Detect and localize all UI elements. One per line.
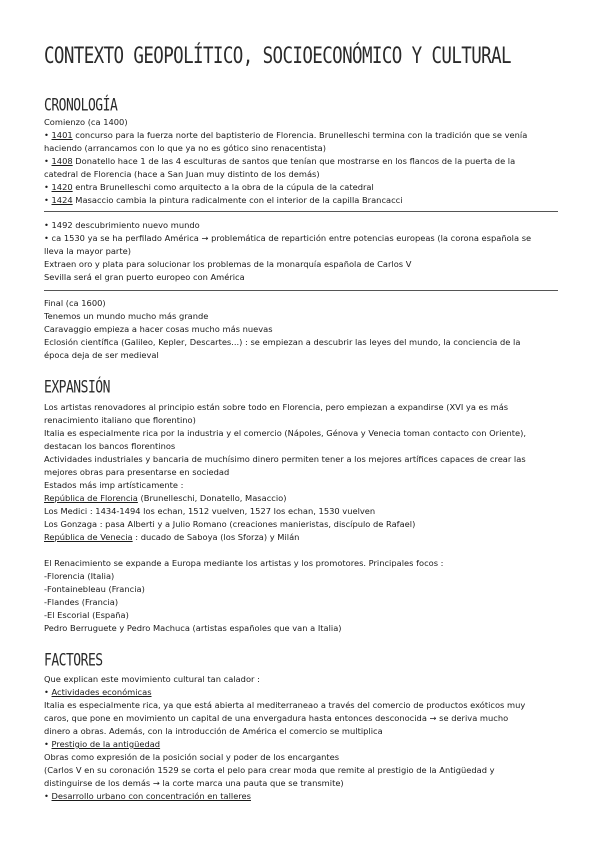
state-venecia: República de Venecia xyxy=(44,532,133,542)
text-line: Actividades industriales y bancaria de muchísimo dinero permiten tener a los mejores artífices capaces de crear las xyxy=(44,454,526,464)
year-1408: 1408 xyxy=(51,156,73,166)
section-heading-factores: FACTORES xyxy=(44,651,103,671)
text-line xyxy=(44,492,559,505)
text-line: época deja de ser medieval xyxy=(44,350,159,360)
divider xyxy=(44,211,558,212)
bullet: • xyxy=(44,739,52,749)
year-1424: 1424 xyxy=(51,195,73,205)
text-span: Donatello hace 1 de las 4 esculturas de santos que tenían que mostrarse en los flancos de la puerta de la xyxy=(72,156,516,166)
factor-heading: Actividades económicas xyxy=(51,687,152,697)
text-line: • 1424 Masaccio cambia la pintura radicalmente con el interior de la capilla Brancacci xyxy=(44,195,403,205)
text-line xyxy=(44,790,559,803)
text-line: -Florencia (Italia) xyxy=(44,571,115,581)
text-line xyxy=(44,531,559,544)
state-florencia: República de Florencia xyxy=(44,493,138,503)
page-title: CONTEXTO GEOPOLÍTICO, SOCIOECONÓMICO Y CULTURAL xyxy=(44,44,511,69)
text-line: mejores obras para presentarse en sociedad xyxy=(44,467,230,477)
text-line: Los Medici : 1434-1494 los echan, 1512 vuelven, 1527 los echan, 1530 vuelven xyxy=(44,506,376,516)
text-line: haciendo (arrancamos con lo que ya no es gótico sino renacentista) xyxy=(44,143,326,153)
text-line: catedral de Florencia (hace a San Juan muy distinto de los demás) xyxy=(44,169,320,179)
year-1401: 1401 xyxy=(51,130,73,140)
text-span: concurso para la fuerza norte del baptisterio de Florencia. Brunelleschi termina con la tradición que se venía xyxy=(72,130,528,140)
text-line: Italia es especialmente rica por la industria y el comercio (Nápoles, Génova y Venecia toman contacto con Oriente), xyxy=(44,428,526,438)
text-line: Pedro Berruguete y Pedro Machuca (artistas españoles que van a Italia) xyxy=(44,623,342,633)
text-line: • 1408 Donatello hace 1 de las 4 esculturas de santos que tenían que mostrarse en los flancos de la puerta de la xyxy=(44,156,516,166)
text-line: renacimiento italiano que florentino) xyxy=(44,415,196,425)
bullet: • xyxy=(44,687,52,697)
text-line: • ca 1530 ya se ha perfilado América → problemática de repartición entre potencias europeas (la corona española se xyxy=(44,233,532,243)
text-line: Comienzo (ca 1400) xyxy=(44,117,128,127)
text-line: El Renacimiento se expande a Europa mediante los artistas y los promotores. Principales focos : xyxy=(44,558,444,568)
text-span: : ducado de Saboya (los Sforza) y Milán xyxy=(132,532,300,542)
text-line: Sevilla será el gran puerto europeo con América xyxy=(44,272,245,282)
text-line xyxy=(44,686,559,699)
text-line: Italia es especialmente rica, ya que está abierta al mediterraneao a través del comercio de productos exóticos muy xyxy=(44,700,526,710)
text-line: Tenemos un mundo mucho más grande xyxy=(44,311,209,321)
text-line xyxy=(44,738,559,751)
text-line: distinguirse de los demás → la corte marca una pauta que se transmite) xyxy=(44,778,344,788)
text-line: Caravaggio empieza a hacer cosas mucho más nuevas xyxy=(44,324,273,334)
text-line: -El Escorial (España) xyxy=(44,610,129,620)
section-heading-expansion: EXPANSIÓN xyxy=(44,378,110,398)
factor-heading: Desarrollo urbano con concentración en talleres xyxy=(51,791,251,801)
text-line: Eclosión científica (Galileo, Kepler, Descartes...) : se empiezan a descubrir las leyes del mundo, la conciencia de la xyxy=(44,337,521,347)
divider xyxy=(44,290,558,291)
text-span: Masaccio cambia la pintura radicalmente con el interior de la capilla Brancacci xyxy=(72,195,403,205)
text-span: entra Brunelleschi como arquitecto a la obra de la cúpula de la catedral xyxy=(72,182,374,192)
text-line: • 1492 descubrimiento nuevo mundo xyxy=(44,220,200,230)
text-line: destacan los bancos florentinos xyxy=(44,441,176,451)
text-line: • 1401 concurso para la fuerza norte del baptisterio de Florencia. Brunelleschi termina con la tradición que se venía xyxy=(44,130,528,140)
text-line: Obras como expresión de la posición social y poder de los encargantes xyxy=(44,752,340,762)
factor-heading: Prestigio de la antigüedad xyxy=(51,739,161,749)
year-1420: 1420 xyxy=(51,182,73,192)
text-line: Los artistas renovadores al principio están sobre todo en Florencia, pero empiezan a expandirse (XVI ya es más xyxy=(44,402,509,412)
text-span: (Brunelleschi, Donatello, Masaccio) xyxy=(137,493,287,503)
section-heading-cronologia: CRONOLOGÍA xyxy=(44,96,118,116)
text-line: Que explican este movimiento cultural tan calador : xyxy=(44,674,260,684)
bullet: • xyxy=(44,791,52,801)
text-line: caros, que pone en movimiento un capital de una envergadura hasta entonces desconocida → se deriva mucho xyxy=(44,713,509,723)
text-line: Estados más imp artísticamente : xyxy=(44,480,184,490)
text-line: Los Gonzaga : pasa Alberti y a Julio Romano (creaciones manieristas, discípulo de Rafael) xyxy=(44,519,416,529)
text-line: dinero a obras. Además, con la introducción de América el comercio se multiplica xyxy=(44,726,383,736)
text-line: (Carlos V en su coronación 1529 se corta el pelo para crear moda que remite al prestigio de la Antigüedad y xyxy=(44,765,495,775)
text-line: Extraen oro y plata para solucionar los problemas de la monarquía española de Carlos V xyxy=(44,259,412,269)
text-line: • 1420 entra Brunelleschi como arquitecto a la obra de la cúpula de la catedral xyxy=(44,182,374,192)
text-line: lleva la mayor parte) xyxy=(44,246,131,256)
text-line: -Fontainebleau (Francia) xyxy=(44,584,145,594)
text-line: -Flandes (Francia) xyxy=(44,597,119,607)
text-line: Final (ca 1600) xyxy=(44,298,106,308)
